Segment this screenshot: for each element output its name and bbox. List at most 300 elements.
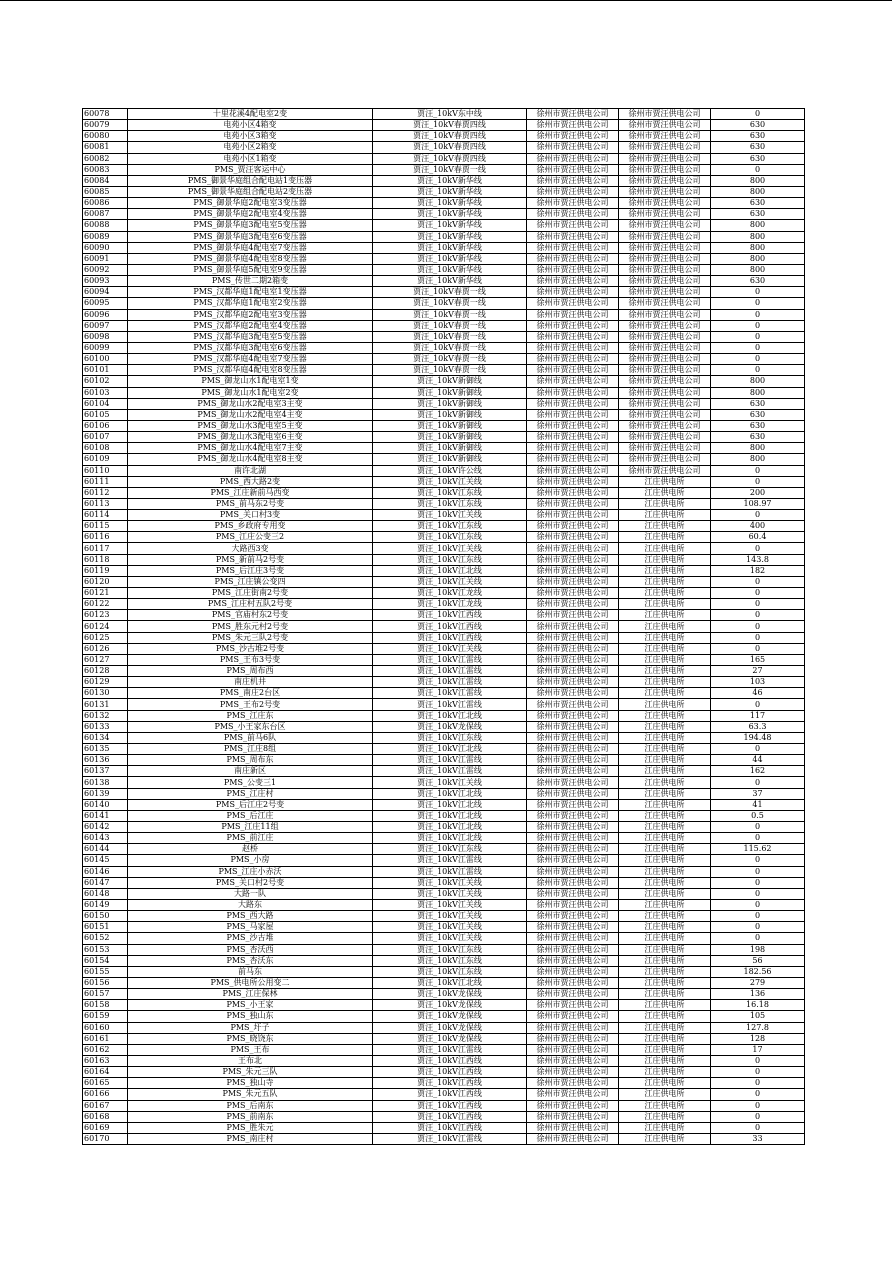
row-id-cell: 60127 [83,654,128,665]
transformer-name-cell: 王布北 [128,1055,373,1066]
capacity-cell: 16.18 [711,1000,805,1011]
capacity-cell: 0 [711,365,805,376]
capacity-cell: 630 [711,198,805,209]
row-id-cell: 60143 [83,833,128,844]
line-name-cell: 贾汪_10kV江关线 [373,911,527,922]
table-row [83,1133,805,1144]
row-id-cell: 60101 [83,365,128,376]
line-name-cell: 贾汪_10kV新御线 [373,420,527,431]
table-row [83,755,805,766]
unit-cell: 徐州市贾汪供电公司 [619,420,711,431]
row-id-cell: 60093 [83,276,128,287]
row-id-cell: 60090 [83,242,128,253]
transformer-name-cell: 大路东 [128,899,373,910]
unit-cell: 江庄供电所 [619,1000,711,1011]
unit-cell: 江庄供电所 [619,911,711,922]
line-name-cell: 贾汪_10kV龙保线 [373,1022,527,1033]
transformer-name-cell: PMS_胜朱元 [128,1122,373,1133]
company-cell: 徐州市贾汪供电公司 [527,744,619,755]
table-row [83,532,805,543]
line-name-cell: 贾汪_10kV江雷线 [373,1133,527,1144]
transformer-name-cell: PMS_关口村2号变 [128,877,373,888]
transformer-name-cell: PMS_江庄镇公变四 [128,576,373,587]
transformer-name-cell: PMS_御景华庭2配电室4变压器 [128,209,373,220]
company-cell: 徐州市贾汪供电公司 [527,1022,619,1033]
table-row [83,186,805,197]
transformer-name-cell: PMS_杏沃西 [128,944,373,955]
transformer-name-cell: PMS_传世二期2箱变 [128,276,373,287]
unit-cell: 徐州市贾汪供电公司 [619,342,711,353]
line-name-cell: 贾汪_10kV新华线 [373,198,527,209]
line-name-cell: 贾汪_10kV春贾四线 [373,120,527,131]
table-row [83,621,805,632]
row-id-cell: 60117 [83,543,128,554]
capacity-cell: 44 [711,755,805,766]
line-name-cell: 贾汪_10kV江关线 [373,877,527,888]
table-row [83,955,805,966]
company-cell: 徐州市贾汪供电公司 [527,1044,619,1055]
table-row [83,476,805,487]
table-row [83,588,805,599]
company-cell: 徐州市贾汪供电公司 [527,487,619,498]
line-name-cell: 贾汪_10kV江东线 [373,532,527,543]
unit-cell: 徐州市贾汪供电公司 [619,465,711,476]
row-id-cell: 60131 [83,699,128,710]
unit-cell: 江庄供电所 [619,788,711,799]
unit-cell: 江庄供电所 [619,1100,711,1111]
row-id-cell: 60161 [83,1033,128,1044]
line-name-cell: 贾汪_10kV新御线 [373,398,527,409]
company-cell: 徐州市贾汪供电公司 [527,699,619,710]
capacity-cell: 800 [711,264,805,275]
capacity-cell: 63.3 [711,721,805,732]
line-name-cell: 贾汪_10kV江西线 [373,1055,527,1066]
unit-cell: 徐州市贾汪供电公司 [619,398,711,409]
table-row [83,833,805,844]
capacity-cell: 0 [711,287,805,298]
company-cell: 徐州市贾汪供电公司 [527,643,619,654]
company-cell: 徐州市贾汪供电公司 [527,532,619,543]
company-cell: 徐州市贾汪供电公司 [527,309,619,320]
unit-cell: 徐州市贾汪供电公司 [619,164,711,175]
table-row [83,387,805,398]
line-name-cell: 贾汪_10kV江关线 [373,777,527,788]
row-id-cell: 60163 [83,1055,128,1066]
capacity-cell: 0 [711,298,805,309]
transformer-name-cell: PMS_汉都华庭3配电室6变压器 [128,342,373,353]
row-id-cell: 60102 [83,376,128,387]
unit-cell: 江庄供电所 [619,532,711,543]
transformer-name-cell: PMS_周布东 [128,755,373,766]
unit-cell: 江庄供电所 [619,1044,711,1055]
unit-cell: 江庄供电所 [619,766,711,777]
capacity-cell: 136 [711,989,805,1000]
company-cell: 徐州市贾汪供电公司 [527,498,619,509]
row-id-cell: 60097 [83,320,128,331]
company-cell: 徐州市贾汪供电公司 [527,1100,619,1111]
transformer-name-cell: PMS_公变三1 [128,777,373,788]
unit-cell: 徐州市贾汪供电公司 [619,276,711,287]
capacity-cell: 0 [711,476,805,487]
row-id-cell: 60109 [83,454,128,465]
capacity-cell: 800 [711,220,805,231]
transformer-name-cell: PMS_小房 [128,855,373,866]
unit-cell: 徐州市贾汪供电公司 [619,153,711,164]
capacity-cell: 630 [711,409,805,420]
line-name-cell: 贾汪_10kV江关线 [373,922,527,933]
transformer-name-cell: 电苑小区3箱变 [128,131,373,142]
row-id-cell: 60081 [83,142,128,153]
company-cell: 徐州市贾汪供电公司 [527,677,619,688]
capacity-cell: 56 [711,955,805,966]
transformer-name-cell: PMS_周布西 [128,666,373,677]
row-id-cell: 60138 [83,777,128,788]
row-id-cell: 60084 [83,175,128,186]
unit-cell: 江庄供电所 [619,677,711,688]
row-id-cell: 60082 [83,153,128,164]
line-name-cell: 贾汪_10kV江关线 [373,476,527,487]
capacity-cell: 0 [711,855,805,866]
company-cell: 徐州市贾汪供电公司 [527,822,619,833]
company-cell: 徐州市贾汪供电公司 [527,186,619,197]
company-cell: 徐州市贾汪供电公司 [527,777,619,788]
row-id-cell: 60155 [83,966,128,977]
row-id-cell: 60085 [83,186,128,197]
company-cell: 徐州市贾汪供电公司 [527,610,619,621]
line-name-cell: 贾汪_10kV江北线 [373,565,527,576]
capacity-cell: 630 [711,153,805,164]
line-name-cell: 贾汪_10kV江西线 [373,632,527,643]
company-cell: 徐州市贾汪供电公司 [527,287,619,298]
unit-cell: 江庄供电所 [619,576,711,587]
line-name-cell: 贾汪_10kV新御线 [373,409,527,420]
row-id-cell: 60096 [83,309,128,320]
unit-cell: 江庄供电所 [619,777,711,788]
capacity-cell: 0 [711,621,805,632]
unit-cell: 徐州市贾汪供电公司 [619,320,711,331]
unit-cell: 江庄供电所 [619,610,711,621]
line-name-cell: 贾汪_10kV新华线 [373,276,527,287]
company-cell: 徐州市贾汪供电公司 [527,1033,619,1044]
line-name-cell: 贾汪_10kV新御线 [373,443,527,454]
capacity-cell: 630 [711,432,805,443]
row-id-cell: 60151 [83,922,128,933]
line-name-cell: 贾汪_10kV春贾一线 [373,354,527,365]
capacity-cell: 0 [711,309,805,320]
company-cell: 徐州市贾汪供电公司 [527,443,619,454]
transformer-name-cell: PMS_汉都华庭1配电室1变压器 [128,287,373,298]
row-id-cell: 60165 [83,1078,128,1089]
unit-cell: 徐州市贾汪供电公司 [619,287,711,298]
line-name-cell: 贾汪_10kV江雷线 [373,654,527,665]
capacity-cell: 0 [711,1122,805,1133]
company-cell: 徐州市贾汪供电公司 [527,1078,619,1089]
company-cell: 徐州市贾汪供电公司 [527,354,619,365]
unit-cell: 江庄供电所 [619,1055,711,1066]
table-row [83,264,805,275]
table-body [83,109,805,1145]
unit-cell: 徐州市贾汪供电公司 [619,354,711,365]
line-name-cell: 贾汪_10kV江北线 [373,822,527,833]
transformer-name-cell: PMS_汉都华庭3配电室5变压器 [128,331,373,342]
company-cell: 徐州市贾汪供电公司 [527,342,619,353]
transformer-name-cell: PMS_御景华庭5配电室9变压器 [128,264,373,275]
transformer-name-cell: 南许北湖 [128,465,373,476]
row-id-cell: 60156 [83,977,128,988]
row-id-cell: 60119 [83,565,128,576]
row-id-cell: 60104 [83,398,128,409]
table-row [83,610,805,621]
company-cell: 徐州市贾汪供电公司 [527,576,619,587]
company-cell: 徐州市贾汪供电公司 [527,387,619,398]
company-cell: 徐州市贾汪供电公司 [527,242,619,253]
table-row [83,309,805,320]
line-name-cell: 贾汪_10kV新御线 [373,387,527,398]
row-id-cell: 60120 [83,576,128,587]
line-name-cell: 贾汪_10kV江北线 [373,788,527,799]
unit-cell: 江庄供电所 [619,487,711,498]
unit-cell: 江庄供电所 [619,955,711,966]
table-row [83,420,805,431]
unit-cell: 徐州市贾汪供电公司 [619,242,711,253]
table-row [83,599,805,610]
line-name-cell: 贾汪_10kV江雷线 [373,866,527,877]
unit-cell: 徐州市贾汪供电公司 [619,387,711,398]
capacity-cell: 0 [711,320,805,331]
line-name-cell: 贾汪_10kV江北线 [373,810,527,821]
row-id-cell: 60144 [83,844,128,855]
transformer-name-cell: PMS_胜东元村2号变 [128,621,373,632]
line-name-cell: 贾汪_10kV新华线 [373,209,527,220]
row-id-cell: 60095 [83,298,128,309]
table-row [83,1011,805,1022]
transformer-name-cell: PMS_杏沃东 [128,955,373,966]
unit-cell: 徐州市贾汪供电公司 [619,131,711,142]
table-row [83,1044,805,1055]
row-id-cell: 60098 [83,331,128,342]
table-row [83,632,805,643]
line-name-cell: 贾汪_10kV春贾四线 [373,153,527,164]
transformer-name-cell: PMS_御龙山水1配电室1变 [128,376,373,387]
company-cell: 徐州市贾汪供电公司 [527,989,619,1000]
unit-cell: 徐州市贾汪供电公司 [619,365,711,376]
unit-cell: 江庄供电所 [619,543,711,554]
row-id-cell: 60105 [83,409,128,420]
company-cell: 徐州市贾汪供电公司 [527,109,619,120]
company-cell: 徐州市贾汪供电公司 [527,175,619,186]
row-id-cell: 60128 [83,666,128,677]
line-name-cell: 贾汪_10kV江北线 [373,799,527,810]
line-name-cell: 贾汪_10kV江东线 [373,944,527,955]
line-name-cell: 贾汪_10kV东中线 [373,109,527,120]
transformer-name-cell: PMS_王布3号变 [128,654,373,665]
unit-cell: 江庄供电所 [619,699,711,710]
capacity-cell: 0 [711,599,805,610]
unit-cell: 徐州市贾汪供电公司 [619,175,711,186]
table-row [83,844,805,855]
transformer-name-cell: PMS_后江庄2号变 [128,799,373,810]
table-row [83,432,805,443]
transformer-name-cell: PMS_前江庄 [128,833,373,844]
capacity-cell: 115.62 [711,844,805,855]
capacity-cell: 182 [711,565,805,576]
line-name-cell: 贾汪_10kV新御线 [373,432,527,443]
row-id-cell: 60159 [83,1011,128,1022]
capacity-cell: 0 [711,610,805,621]
transformer-name-cell: PMS_御龙山水2配电室4主变 [128,409,373,420]
line-name-cell: 贾汪_10kV新华线 [373,220,527,231]
table-row [83,131,805,142]
capacity-cell: 200 [711,487,805,498]
table-row [83,866,805,877]
row-id-cell: 60116 [83,532,128,543]
unit-cell: 江庄供电所 [619,866,711,877]
line-name-cell: 贾汪_10kV许公线 [373,465,527,476]
unit-cell: 江庄供电所 [619,944,711,955]
capacity-cell: 630 [711,276,805,287]
row-id-cell: 60167 [83,1100,128,1111]
capacity-cell: 800 [711,242,805,253]
transformer-name-cell: PMS_王布2号变 [128,699,373,710]
capacity-cell: 0 [711,543,805,554]
company-cell: 徐州市贾汪供电公司 [527,654,619,665]
line-name-cell: 贾汪_10kV江西线 [373,1122,527,1133]
unit-cell: 江庄供电所 [619,844,711,855]
transformer-name-cell: PMS_御龙山水3配电室5主变 [128,420,373,431]
unit-cell: 江庄供电所 [619,744,711,755]
line-name-cell: 贾汪_10kV江西线 [373,1100,527,1111]
capacity-cell: 162 [711,766,805,777]
table-row [83,677,805,688]
capacity-cell: 800 [711,387,805,398]
line-name-cell: 贾汪_10kV江关线 [373,510,527,521]
capacity-cell: 0 [711,588,805,599]
capacity-cell: 127.8 [711,1022,805,1033]
table-row [83,855,805,866]
unit-cell: 江庄供电所 [619,554,711,565]
unit-cell: 江庄供电所 [619,1111,711,1122]
capacity-cell: 0 [711,1111,805,1122]
table-row [83,977,805,988]
line-name-cell: 贾汪_10kV新华线 [373,186,527,197]
row-id-cell: 60140 [83,799,128,810]
table-row [83,877,805,888]
company-cell: 徐州市贾汪供电公司 [527,888,619,899]
row-id-cell: 60164 [83,1067,128,1078]
row-id-cell: 60110 [83,465,128,476]
row-id-cell: 60141 [83,810,128,821]
line-name-cell: 贾汪_10kV江西线 [373,610,527,621]
capacity-cell: 41 [711,799,805,810]
table-row [83,231,805,242]
company-cell: 徐州市贾汪供电公司 [527,955,619,966]
table-row [83,109,805,120]
capacity-cell: 0 [711,632,805,643]
line-name-cell: 贾汪_10kV新华线 [373,264,527,275]
row-id-cell: 60091 [83,253,128,264]
unit-cell: 江庄供电所 [619,498,711,509]
unit-cell: 江庄供电所 [619,588,711,599]
capacity-cell: 0 [711,699,805,710]
capacity-cell: 0 [711,866,805,877]
table-row [83,810,805,821]
row-id-cell: 60170 [83,1133,128,1144]
unit-cell: 江庄供电所 [619,810,711,821]
table-row [83,354,805,365]
line-name-cell: 贾汪_10kV江东线 [373,732,527,743]
company-cell: 徐州市贾汪供电公司 [527,899,619,910]
capacity-cell: 182.56 [711,966,805,977]
line-name-cell: 贾汪_10kV龙保线 [373,1033,527,1044]
row-id-cell: 60123 [83,610,128,621]
table-row [83,1055,805,1066]
unit-cell: 江庄供电所 [619,621,711,632]
transformer-name-cell: PMS_江庄村 [128,788,373,799]
transformer-name-cell: PMS_汉都华庭2配电室3变压器 [128,309,373,320]
transformer-name-cell: PMS_汉都华庭4配电室8变压器 [128,365,373,376]
company-cell: 徐州市贾汪供电公司 [527,510,619,521]
unit-cell: 江庄供电所 [619,833,711,844]
unit-cell: 徐州市贾汪供电公司 [619,298,711,309]
table-row [83,443,805,454]
transformer-name-cell: PMS_江庄11组 [128,822,373,833]
row-id-cell: 60160 [83,1022,128,1033]
table-row [83,1033,805,1044]
unit-cell: 徐州市贾汪供电公司 [619,409,711,420]
row-id-cell: 60147 [83,877,128,888]
company-cell: 徐州市贾汪供电公司 [527,554,619,565]
transformer-name-cell: PMS_汉都华庭1配电室2变压器 [128,298,373,309]
table-row [83,1022,805,1033]
line-name-cell: 贾汪_10kV春贾一线 [373,342,527,353]
transformer-name-cell: 南庄机井 [128,677,373,688]
line-name-cell: 贾汪_10kV新华线 [373,175,527,186]
company-cell: 徐州市贾汪供电公司 [527,632,619,643]
unit-cell: 徐州市贾汪供电公司 [619,109,711,120]
table-row [83,732,805,743]
table-row [83,498,805,509]
capacity-cell: 800 [711,454,805,465]
transformer-name-cell: PMS_汉都华庭2配电室4变压器 [128,320,373,331]
table-row [83,1000,805,1011]
company-cell: 徐州市贾汪供电公司 [527,521,619,532]
line-name-cell: 贾汪_10kV江东线 [373,554,527,565]
line-name-cell: 贾汪_10kV江龙线 [373,588,527,599]
line-name-cell: 贾汪_10kV春贾一线 [373,320,527,331]
capacity-cell: 103 [711,677,805,688]
capacity-cell: 0 [711,1100,805,1111]
unit-cell: 徐州市贾汪供电公司 [619,186,711,197]
capacity-cell: 0 [711,1089,805,1100]
company-cell: 徐州市贾汪供电公司 [527,220,619,231]
transformer-name-cell: 南庄新区 [128,766,373,777]
company-cell: 徐州市贾汪供电公司 [527,1133,619,1144]
unit-cell: 江庄供电所 [619,1078,711,1089]
capacity-cell: 630 [711,209,805,220]
row-id-cell: 60107 [83,432,128,443]
transformer-name-cell: PMS_关口村3变 [128,510,373,521]
transformer-name-cell: 大路西3变 [128,543,373,554]
unit-cell: 徐州市贾汪供电公司 [619,454,711,465]
unit-cell: 江庄供电所 [619,1122,711,1133]
transformer-name-cell: PMS_前马东2号变 [128,498,373,509]
company-cell: 徐州市贾汪供电公司 [527,476,619,487]
unit-cell: 江庄供电所 [619,966,711,977]
capacity-cell: 0 [711,354,805,365]
company-cell: 徐州市贾汪供电公司 [527,977,619,988]
company-cell: 徐州市贾汪供电公司 [527,911,619,922]
transformer-name-cell: 十里花溪4配电室2变 [128,109,373,120]
